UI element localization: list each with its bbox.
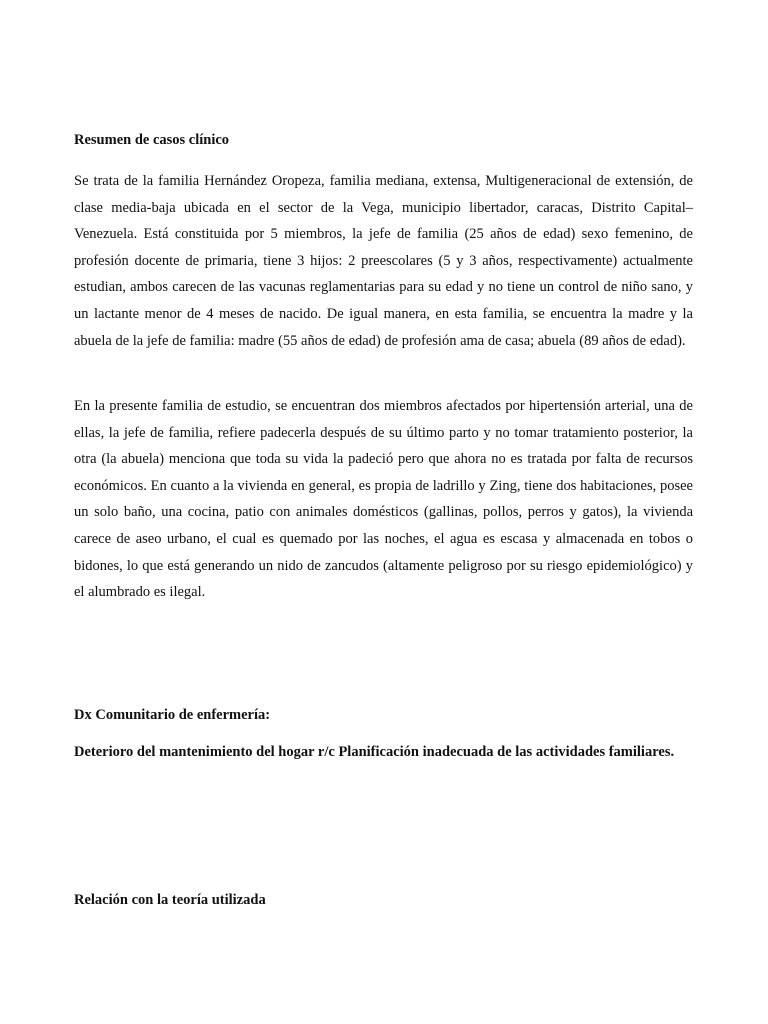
section-heading-case-summary: Resumen de casos clínico [74, 132, 230, 148]
nursing-diagnosis-text: Deterioro del mantenimiento del hogar r/c Planificación inadecuada de las actividades familiares. [74, 744, 675, 760]
section-heading-nursing-diagnosis: Dx Comunitario de enfermería: [74, 707, 271, 723]
paragraph-family-description: Se trata de la familia Hernández Oropeza, familia mediana, extensa, Multigeneracional de extensión, de clase media-baja ubicada en el sector de la Vega, municipio libertador, caracas, Distrito Capital–Venezuela. Está constituida por 5 miembros, la jefe de familia (25 años de edad) sexo femenino, de profesión docente de primaria, tiene 3 hijos: 2 preescolares (5 y 3 años, respectivamente) actualmente estudian, ambos carecen de las vacunas reglamentarias para su edad y no tiene un control de niño sano, y un lactante menor de 4 meses de nacido. De igual manera, en esta familia, se encuentra la madre y la abuela de la jefe de familia: madre (55 años de edad) de profesión ama de casa; abuela (89 años de edad). [74, 173, 693, 349]
paragraph-health-and-housing: En la presente familia de estudio, se encuentran dos miembros afectados por hipertensión arterial, una de ellas, la jefe de familia, refiere padecerla después de su último parto y no tomar tratamiento posterior, la otra (la abuela) menciona que toda su vida la padeció pero que ahora no es tratada por falta de recursos económicos. En cuanto a la vivienda en general, es propia de ladrillo y Zing, tiene dos habitaciones, posee un solo baño, una cocina, patio con animales domésticos (gallinas, pollos, perros y gatos), la vivienda carece de aseo urbano, el cual es quemado por las noches, el agua es escasa y almacenada en tobos o bidones, lo que está generando un nido de zancudos (altamente peligroso por su riesgo epidemiológico) y el alumbrado es ilegal. [74, 398, 693, 601]
section-heading-theory-relation: Relación con la teoría utilizada [74, 892, 266, 908]
